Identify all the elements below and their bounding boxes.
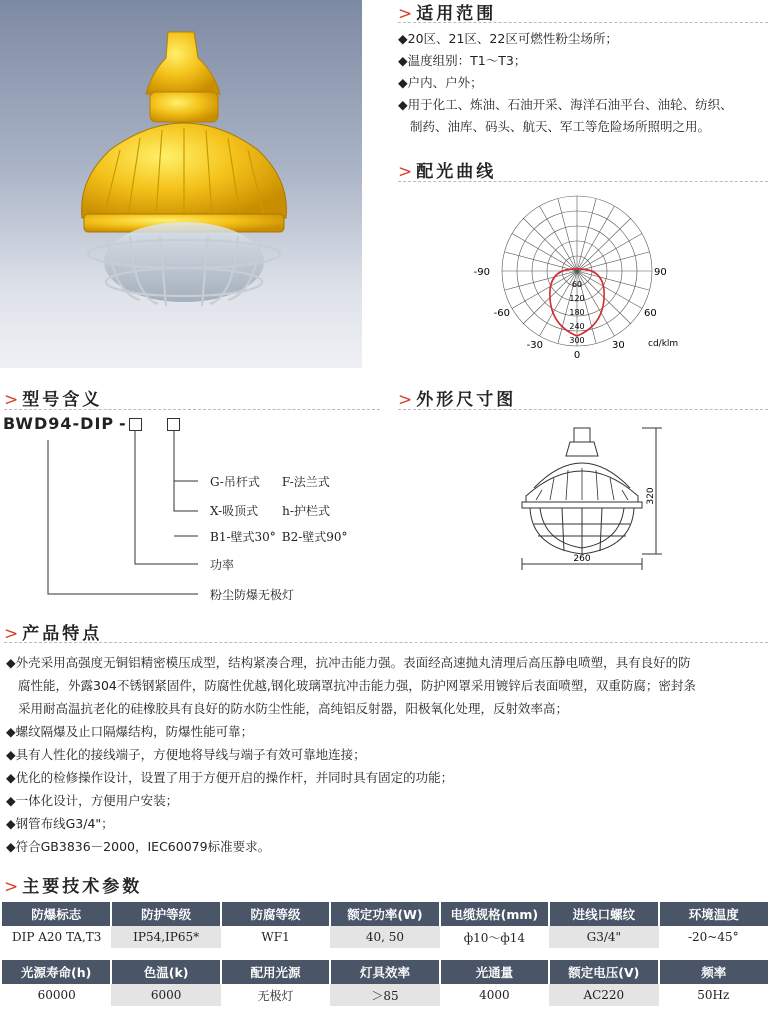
angle-label: 30 bbox=[612, 340, 625, 351]
arrow-marker-icon: > bbox=[398, 4, 413, 24]
table-header: 防爆标志 bbox=[2, 902, 111, 926]
divider bbox=[398, 409, 768, 410]
application-item: ◆户内、户外； bbox=[398, 75, 483, 90]
arrow-marker-icon: > bbox=[4, 390, 19, 410]
specs-table-2 bbox=[2, 960, 768, 1006]
arrow-marker-icon: > bbox=[398, 390, 413, 410]
radial-label: 300 bbox=[569, 336, 585, 345]
table-header: 光通量 bbox=[440, 960, 549, 984]
product-name-label: 粉尘防爆无极灯 bbox=[210, 588, 295, 602]
divider bbox=[4, 642, 768, 643]
radial-label: 60 bbox=[571, 280, 583, 289]
model-title: > 型号含义 bbox=[4, 390, 103, 410]
table-cell: WF1 bbox=[261, 930, 290, 944]
angle-label: -90 bbox=[473, 267, 490, 278]
table-cell: DIP A20 TA,T3 bbox=[11, 930, 102, 944]
table-header: 进线口螺纹 bbox=[549, 902, 658, 926]
table-header: 电缆规格(mm) bbox=[440, 902, 549, 926]
table-cell: 6000 bbox=[111, 984, 220, 1006]
table-cell: ф10～ф14 bbox=[463, 930, 526, 945]
application-item: ◆温度组别：T1～T3； bbox=[398, 53, 527, 68]
table-header: 频率 bbox=[659, 960, 768, 984]
radial-label: 120 bbox=[569, 294, 585, 303]
table-cell: 4000 bbox=[479, 988, 510, 1002]
divider bbox=[398, 22, 768, 23]
option-ceiling-guard: X-吸顶式 h-护栏式 bbox=[210, 504, 330, 518]
specs-table-1 bbox=[2, 902, 768, 948]
lamp-image bbox=[0, 0, 362, 368]
table-cell: IP54,IP65* bbox=[111, 926, 220, 948]
features-title: > 产品特点 bbox=[4, 624, 103, 644]
application-title: > 适用范围 bbox=[398, 4, 497, 24]
table-header: 额定功率(W) bbox=[330, 902, 439, 926]
width-dimension: 260 bbox=[573, 554, 591, 564]
table-header: 光源寿命(h) bbox=[2, 960, 111, 984]
height-dimension: 320 bbox=[646, 487, 656, 505]
table-cell: ＞85 bbox=[330, 984, 439, 1006]
feature-line: ◆外壳采用高强度无铜铝精密模压成型，结构紧凑合理，抗冲击能力强。表面经高速抛丸清理后高压静电喷塑，具有良好的防 bbox=[6, 655, 691, 670]
table-header: 防护等级 bbox=[111, 902, 220, 926]
table-cell: 50Hz bbox=[697, 988, 730, 1002]
table-header: 灯具效率 bbox=[330, 960, 439, 984]
table-header-row bbox=[2, 902, 768, 926]
angle-label: 0 bbox=[573, 350, 581, 361]
light-curve-title: > 配光曲线 bbox=[398, 162, 497, 182]
table-row bbox=[2, 926, 768, 948]
table-cell: 60000 bbox=[37, 988, 76, 1002]
table-header: 防腐等级 bbox=[221, 902, 330, 926]
feature-line: 腐性能，外露304不锈钢紧固件，防腐性优越,钢化玻璃罩抗冲击能力强，防护网罩采用镀锌后表面喷塑，双重防腐；密封条 bbox=[18, 678, 696, 693]
table-header: 环境温度 bbox=[659, 902, 768, 926]
feature-line: ◆优化的检修操作设计，设置了用于方便开启的操作杆，并同时具有固定的功能； bbox=[6, 770, 454, 785]
arrow-marker-icon: > bbox=[4, 624, 19, 644]
angle-label: -30 bbox=[526, 340, 543, 351]
divider bbox=[4, 409, 380, 410]
specs-title: > 主要技术参数 bbox=[4, 877, 143, 897]
polar-light-curve bbox=[470, 186, 700, 362]
arrow-marker-icon: > bbox=[4, 877, 19, 897]
divider bbox=[398, 181, 768, 182]
table-cell: 无极灯 bbox=[257, 988, 294, 1003]
table-header: 色温(k) bbox=[111, 960, 220, 984]
radial-label: 240 bbox=[569, 322, 585, 331]
dimensions-title: > 外形尺寸图 bbox=[398, 390, 517, 410]
power-label: 功率 bbox=[210, 558, 235, 572]
model-code: BWD94-DIP bbox=[3, 414, 115, 433]
application-item: ◆20区、21区、22区可燃性粉尘场所； bbox=[398, 31, 618, 46]
feature-line: ◆符合GB3836－2000，IEC60079标准要求。 bbox=[6, 839, 271, 854]
angle-label: 90 bbox=[654, 267, 667, 278]
table-header-row bbox=[2, 960, 768, 984]
feature-line: ◆钢管布线G3/4"； bbox=[6, 816, 114, 831]
option-flange-pendant: G-吊杆式 F-法兰式 bbox=[210, 475, 330, 489]
table-cell: 40, 50 bbox=[330, 926, 439, 948]
radial-label: 180 bbox=[569, 308, 585, 317]
dimension-drawing bbox=[512, 418, 674, 578]
feature-line: ◆螺纹隔爆及止口隔爆结构，防爆性能可靠； bbox=[6, 724, 254, 739]
table-cell: -20~45° bbox=[687, 930, 739, 944]
table-cell: G3/4" bbox=[549, 926, 658, 948]
feature-line: ◆一体化设计，方便用户安装； bbox=[6, 793, 179, 808]
table-row bbox=[2, 984, 768, 1006]
option-wall: B1-壁式30° B2-壁式90° bbox=[210, 530, 348, 544]
table-header: 配用光源 bbox=[221, 960, 330, 984]
model-dash: - bbox=[119, 414, 126, 433]
table-header: 额定电压(V) bbox=[549, 960, 658, 984]
feature-line: ◆具有人性化的接线端子，方便地将导线与端子有效可靠地连接； bbox=[6, 747, 366, 762]
product-photo bbox=[0, 0, 362, 368]
application-item: 制药、油库、码头、航天、军工等危险场所照明之用。 bbox=[410, 119, 711, 134]
unit-label: cd/klm bbox=[648, 339, 679, 349]
angle-label: 60 bbox=[644, 308, 657, 319]
feature-line: 采用耐高温抗老化的硅橡胶具有良好的防水防尘性能，高纯铝反射器，阳极氧化处理，反射效率高； bbox=[18, 701, 569, 716]
arrow-marker-icon: > bbox=[398, 162, 413, 182]
application-item: ◆用于化工、炼油、石油开采、海洋石油平台、油轮、纺织、 bbox=[398, 97, 733, 112]
angle-label: -60 bbox=[493, 308, 510, 319]
table-cell: AC220 bbox=[549, 984, 658, 1006]
